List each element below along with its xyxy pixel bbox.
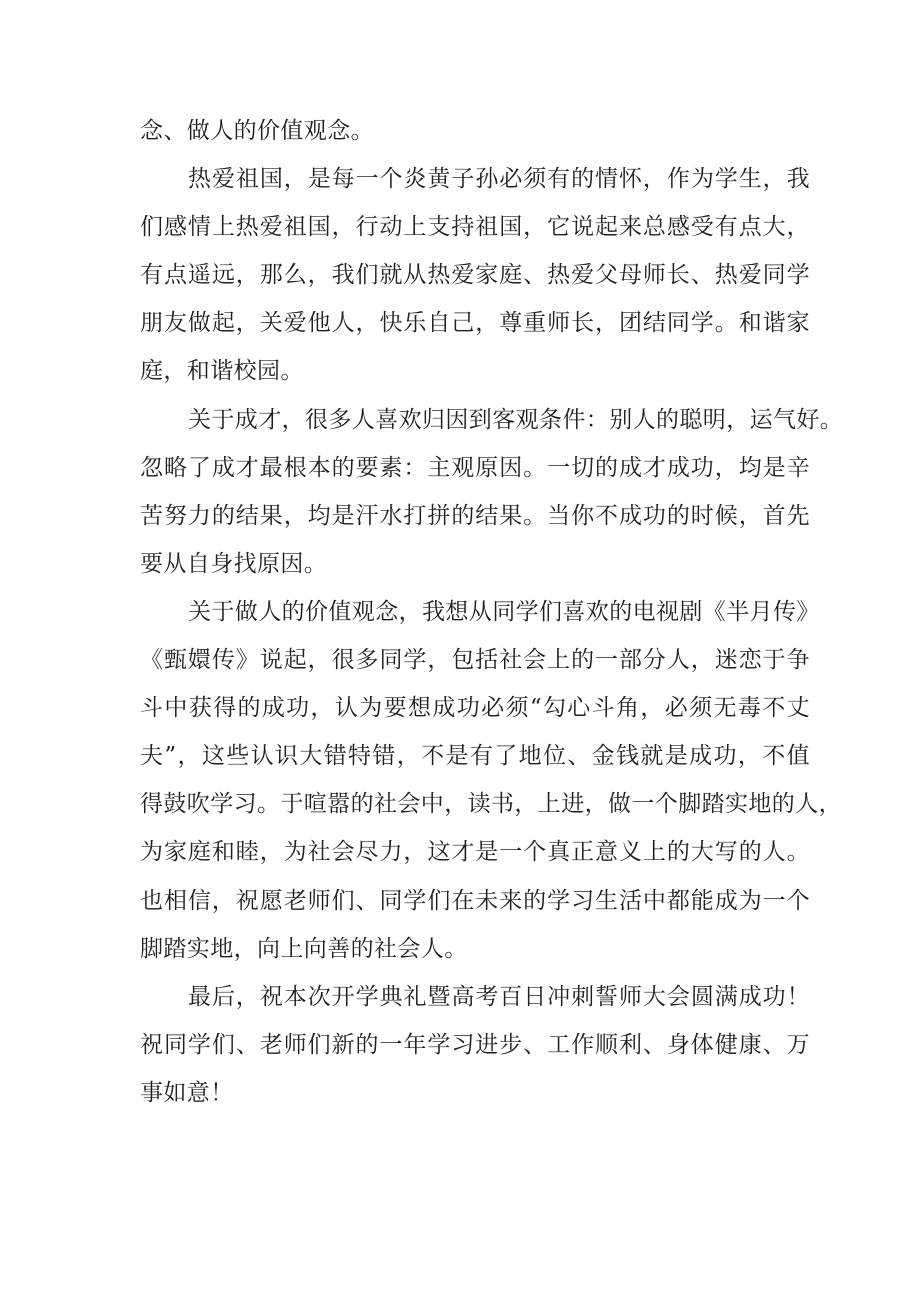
text-line: 关于做人的价值观念，我想从同学们喜欢的电视剧《半月传》 <box>188 598 820 625</box>
document-body <box>140 107 844 1117</box>
text-line: 《甄嬛传》说起，很多同学，包括社会上的一部分人，迷恋于争 <box>140 647 810 674</box>
text-line: 们感情上热爱祖国，行动上支持祖国，它说起来总感受有点大， <box>140 214 810 241</box>
text-line: 念、做人的价值观念。 <box>140 118 374 144</box>
text-line: 为家庭和睦，为社会尽力，这才是一个真正意义上的大写的人。 <box>140 839 810 866</box>
text-line: 苦努力的结果，均是汗水打拼的结果。当你不成功的时候，首先 <box>140 502 810 529</box>
text-line: 事如意！ <box>140 1079 234 1106</box>
text-line: 关于成才，很多人喜欢归因到客观条件：别人的聪明，运气好。 <box>188 406 844 433</box>
text-line: 夫”，这些认识大错特错，不是有了地位、金钱就是成功，不值 <box>140 743 810 770</box>
text-line: 也相信，祝愿老师们、同学们在未来的学习生活中都能成为一个 <box>140 887 810 914</box>
text-line: 热爱祖国，是每一个炎黄子孙必须有的情怀，作为学生，我 <box>188 166 810 193</box>
text-line: 得鼓吹学习。于喧嚣的社会中，读书，上进，做一个脚踏实地的人， <box>140 791 842 818</box>
text-line: 脚踏实地，向上向善的社会人。 <box>140 935 468 962</box>
text-line: 忽略了成才最根本的要素：主观原因。一切的成才成功，均是辛 <box>140 454 810 481</box>
text-line: 要从自身找原因。 <box>140 550 328 577</box>
text-line: 祝同学们、老师们新的一年学习进步、工作顺利、身体健康、万 <box>140 1031 810 1058</box>
text-line: 朋友做起，关爱他人，快乐自己，尊重师长，团结同学。和谐家 <box>140 310 810 337</box>
text-line: 庭，和谐校园。 <box>140 358 304 385</box>
text-line: 斗中获得的成功，认为要想成功必须“勾心斗角，必须无毒不丈 <box>140 695 810 722</box>
text-line: 最后，祝本次开学典礼暨高考百日冲刺誓师大会圆满成功！ <box>188 983 810 1010</box>
text-line: 有点遥远，那么，我们就从热爱家庭、热爱父母师长、热爱同学 <box>140 262 810 289</box>
